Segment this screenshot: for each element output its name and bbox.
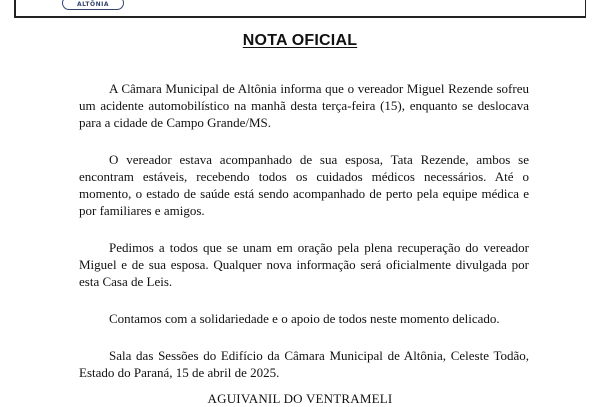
logo-text: ALTÔNIA	[76, 0, 110, 8]
signature-name: AGUIVANIL DO VENTRAMELI	[207, 391, 393, 406]
header-border-right	[585, 0, 587, 17]
paragraph-status: O vereador estava acompanhado de sua esposa, Tata Rezende, ambos se encontram estáveis, recebendo todos os cuidados médicos necessários. Até o momento, o estado de saúde está sendo acompanhado de perto pela equipe médica e por familiares e amigos.	[79, 152, 529, 218]
header-border-bottom	[14, 16, 586, 18]
paragraph-solidarity: Contamos com a solidariedade e o apoio de todos neste momento delicado.	[109, 311, 500, 326]
paragraph-prayer: Pedimos a todos que se unam em oração pela plena recuperação do vereador Miguel e de sua esposa. Qualquer nova informação será oficialmente divulgada por esta Casa de Leis.	[79, 240, 529, 289]
page-title: NOTA OFICIAL	[242, 32, 358, 49]
header-border-left	[14, 0, 16, 17]
paragraph-announcement: A Câmara Municipal de Altônia informa que o vereador Miguel Rezende sofreu um acidente automobilístico na manhã desta terça-feira (15), enquanto se deslocava para a cidade de Campo Grande/MS.	[79, 81, 529, 130]
document-header	[0, 0, 600, 17]
altonia-logo	[62, 0, 124, 10]
document-body	[79, 80, 529, 401]
paragraph-location-date: Sala das Sessões do Edifício da Câmara Municipal de Altônia, Celeste Todão, Estado do Paraná, 15 de abril de 2025.	[79, 348, 529, 380]
